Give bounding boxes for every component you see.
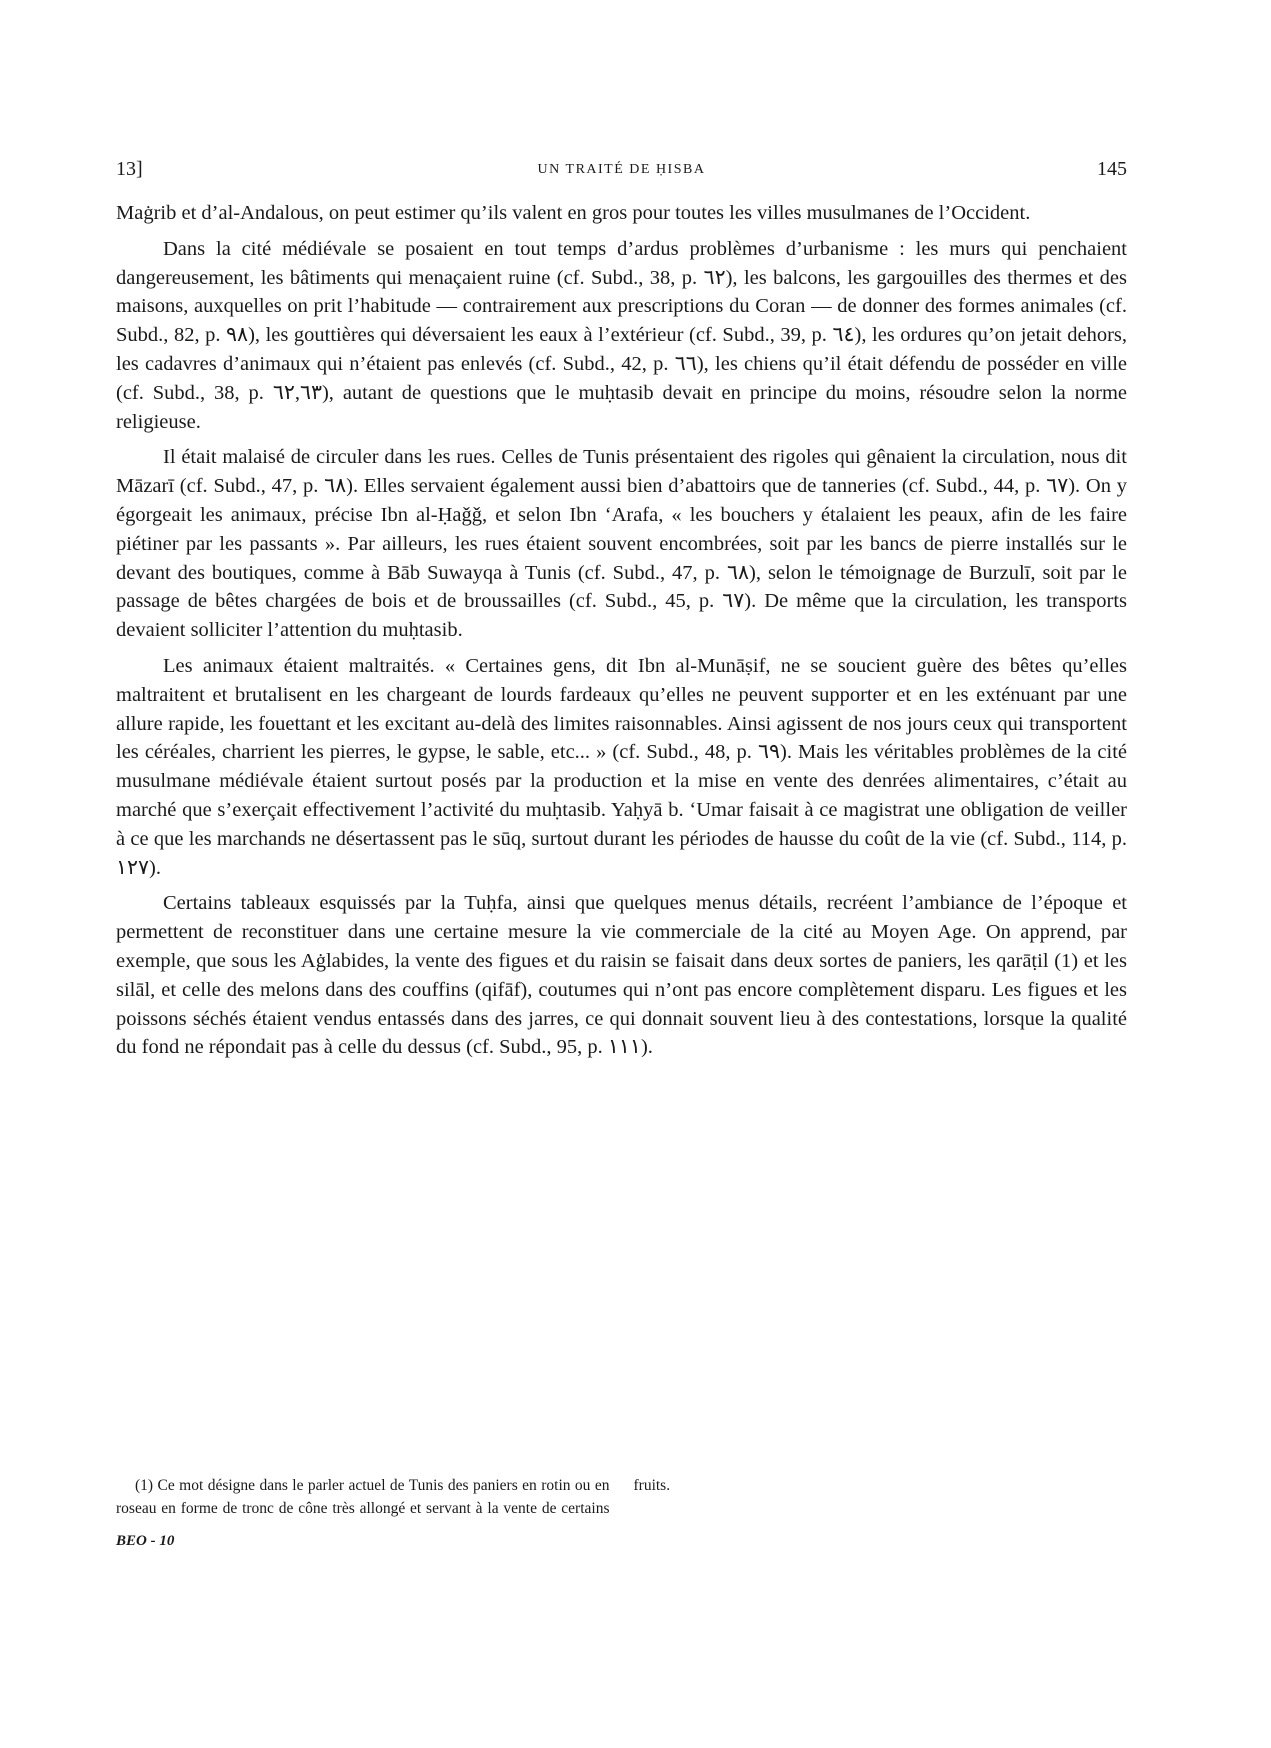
main-text [116, 199, 1127, 1069]
page-number-left: 13] [116, 158, 143, 180]
signature-mark: BEO - 10 [116, 1533, 175, 1549]
paragraph: Les animaux étaient maltraités. « Certaines gens, dit Ibn al-Munāṣif, ne se soucient guère des bêtes qu’elles maltraitent et brutalisent en les chargeant de lourds fardeaux qu’elles ne peuvent supporter et en les exténuant par une allure rapide, les fouettant et les excitant au-delà des limites raisonnables. Ainsi agissent de nos jours ceux qui transportent les céréales, charrient les pierres, le gypse, le sable, etc... » (cf. Subd., 48, p. ٦٩). Mais les véritables problèmes de la cité musulmane médiévale étaient surtout posés par la production et la mise en vente des denrées alimentaires, c’était au marché que s’exerçait effectivement l’activité du muḥtasib. Yaḥyā b. ‘Umar faisait à ce magistrat une obligation de veiller à ce que les marchands ne désertassent pas le sūq, surtout durant les périodes de hausse du coût de la vie (cf. Subd., 114, p. ١٢٧). [116, 654, 1127, 879]
footnotes [116, 1474, 1127, 1520]
paragraph: Il était malaisé de circuler dans les rues. Celles de Tunis présentaient des rigoles qui gênaient la circulation, nous dit Māzarī (cf. Subd., 47, p. ٦٨). Elles servaient également aussi bien d’abattoirs que de tanneries (cf. Subd., 44, p. ٦٧). On y égorgeait les animaux, précise Ibn al-Ḥaǧǧ, et selon Ibn ‘Arafa, « les bouchers y étalaient les peaux, afin de les faire piétiner par les passants ». Par ailleurs, les rues étaient souvent encombrées, soit par les bancs de pierre installés sur le devant des boutiques, comme à Bāb Suwayqa à Tunis (cf. Subd., 47, p. ٦٨), selon le témoignage de Burzulī, soit par le passage de bêtes chargées de bois et de broussailles (cf. Subd., 45, p. ٦٧). De même que la circulation, les transports devaient solliciter l’attention du muḥtasib. [116, 446, 1127, 642]
running-title: UN TRAITÉ DE ḤISBA [537, 162, 706, 177]
footnote: (1) Ce mot désigne dans le parler actuel de Tunis des paniers en rotin ou en roseau en forme de tronc de cône très allongé et servant à la vente de certains fruits. [116, 1477, 671, 1517]
paragraph: Dans la cité médiévale se posaient en tout temps d’ardus problèmes d’urbanisme : les murs qui penchaient dangereusement, les bâtiments qui menaçaient ruine (cf. Subd., 38, p. ٦٢), les balcons, les gargouilles des thermes et des maisons, auxquelles on prit l’habitude — contrairement aux prescriptions du Coran — de donner des formes animales (cf. Subd., 82, p. ٩٨), les gouttières qui déversaient les eaux à l’extérieur (cf. Subd., 39, p. ٦٤), les ordures qu’on jetait dehors, les cadavres d’animaux qui n’étaient pas enlevés (cf. Subd., 42, p. ٦٦), les chiens qu’il était défendu de posséder en ville (cf. Subd., 38, p. ٦٢,٦٣), autant de questions que le muḥtasib devait en principe du moins, résoudre selon la norme religieuse. [116, 237, 1128, 433]
page-number: 145 [1097, 158, 1127, 180]
paragraph: Maġrib et d’al-Andalous, on peut estimer qu’ils valent en gros pour toutes les villes musulmanes de l’Occident. [116, 202, 1031, 224]
running-header [116, 158, 1127, 188]
paragraph: Certains tableaux esquissés par la Tuḥfa, ainsi que quelques menus détails, recréent l’ambiance de l’époque et permettent de reconstituer dans une certaine mesure la vie commerciale de la cité au Moyen Age. On apprend, par exemple, que sous les Aġlabides, la vente des figues et du raisin se faisait dans deux sortes de paniers, les qarāṭil (1) et les silāl, et celle des melons dans des couffins (qifāf), coutumes qui n’ont pas encore complètement disparu. Les figues et les poissons séchés étaient vendus entassés dans des jarres, ce qui donnait souvent lieu à des contestations, lorsque la qualité du fond ne répondait pas à celle du dessus (cf. Subd., 95, p. ١١١). [116, 892, 1127, 1059]
